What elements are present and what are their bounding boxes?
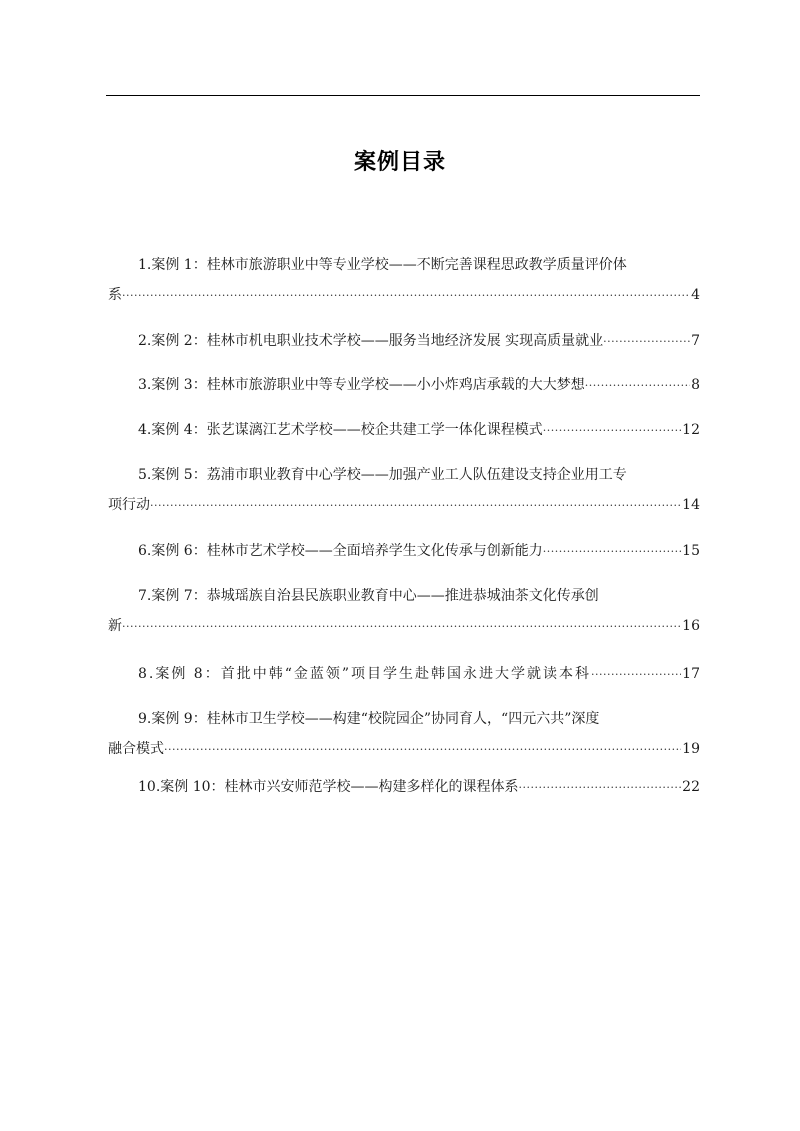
dot-leader <box>543 416 681 446</box>
toc-entry-5[interactable] <box>108 460 700 520</box>
toc-entry-line <box>108 250 700 280</box>
toc-entry-label: 案例 9： <box>151 711 207 727</box>
toc-entry-line <box>108 581 700 611</box>
toc-entry-label: 案例 7： <box>151 588 207 604</box>
toc-page-number: 8 <box>691 377 700 393</box>
toc-entry-label: 案例 4： <box>151 422 207 438</box>
page-title: 案例目录 <box>353 150 446 175</box>
toc-entry-number: 5. <box>138 467 152 483</box>
toc-entry-label: 案例 2： <box>151 333 207 349</box>
dot-leader <box>603 327 690 357</box>
toc-entry-number: 4. <box>138 422 152 438</box>
dot-leader <box>591 660 681 690</box>
toc-entry-title: 桂林市卫生学校——构建“校院园企”协同育人，“四元六共”深度 <box>206 711 600 727</box>
toc-entry-title-continued: 新 <box>108 618 122 634</box>
toc-entry-label: 案例 8： <box>155 666 221 682</box>
toc-entry-4[interactable] <box>108 415 700 445</box>
toc-page-number: 12 <box>682 422 700 438</box>
toc-entry-line <box>108 280 700 310</box>
toc-entry-title-continued: 融合模式 <box>108 741 164 757</box>
toc-page-number: 4 <box>691 287 700 303</box>
toc-entry-title: 张艺谋漓江艺术学校——校企共建工学一体化课程模式 <box>206 422 543 438</box>
toc-entry-number: 3. <box>138 377 152 393</box>
toc-entry-title-continued: 系 <box>108 287 122 303</box>
dot-leader <box>519 773 682 803</box>
toc-entry-1[interactable] <box>108 250 700 310</box>
toc-entry-line <box>108 460 700 490</box>
toc-entry-line <box>108 326 700 356</box>
toc-entry-label: 案例 10： <box>160 779 225 795</box>
toc-page-number: 15 <box>682 543 700 559</box>
dot-leader <box>543 537 681 567</box>
header-rule <box>106 95 700 96</box>
toc-entry-title: 首批中韩“金蓝领”项目学生赴韩国永进大学就读本科 <box>220 666 592 682</box>
toc-entry-8[interactable] <box>108 659 700 689</box>
dot-leader <box>164 735 681 765</box>
toc-entry-line <box>108 734 700 764</box>
toc-entry-label: 案例 6： <box>151 543 207 559</box>
toc-page-number: 16 <box>682 618 700 634</box>
toc-entry-2[interactable] <box>108 326 700 356</box>
toc-entry-number: 7. <box>138 588 152 604</box>
toc-entry-title: 恭城瑶族自治县民族职业教育中心——推进恭城油茶文化传承创 <box>206 588 599 604</box>
toc-entry-title: 桂林市旅游职业中等专业学校——小小炸鸡店承载的大大梦想 <box>206 377 585 393</box>
toc-entry-line <box>108 536 700 566</box>
dot-leader <box>150 491 681 521</box>
toc-entry-line <box>108 772 700 802</box>
toc-page-number: 17 <box>682 666 700 682</box>
toc-page-number: 14 <box>682 497 700 513</box>
toc-entry-title: 桂林市兴安师范学校——构建多样化的课程体系 <box>224 779 519 795</box>
toc-entry-line <box>108 611 700 641</box>
toc-entry-title: 桂林市机电职业技术学校——服务当地经济发展 实现高质量就业 <box>206 333 604 349</box>
toc-page-number: 19 <box>682 741 700 757</box>
toc-entry-label: 案例 3： <box>151 377 207 393</box>
toc-entry-number: 1. <box>138 257 152 273</box>
toc-entry-line <box>108 415 700 445</box>
toc-entry-10[interactable] <box>108 772 700 802</box>
toc-entry-title-continued: 项行动 <box>108 497 150 513</box>
toc-entry-title: 荔浦市职业教育中心学校——加强产业工人队伍建设支持企业用工专 <box>206 467 627 483</box>
toc-entry-label: 案例 1： <box>151 257 207 273</box>
toc-page-number: 22 <box>682 779 700 795</box>
dot-leader <box>122 612 681 642</box>
toc-entry-line <box>108 659 700 689</box>
toc-entry-6[interactable] <box>108 536 700 566</box>
toc-entry-line <box>108 370 700 400</box>
toc-entry-3[interactable] <box>108 370 700 400</box>
toc-entry-title: 桂林市艺术学校——全面培养学生文化传承与创新能力 <box>206 543 543 559</box>
toc-entry-number: 2. <box>138 333 152 349</box>
toc-entry-title: 桂林市旅游职业中等专业学校——不断完善课程思政教学质量评价体 <box>206 257 627 273</box>
toc-entry-number: 6. <box>138 543 152 559</box>
toc-entry-number: 9. <box>138 711 152 727</box>
toc-page-number: 7 <box>691 333 700 349</box>
toc-entry-9[interactable] <box>108 704 700 764</box>
toc-entry-number: 8. <box>138 666 156 682</box>
toc-entry-label: 案例 5： <box>151 467 207 483</box>
toc-entry-number: 10. <box>138 779 161 795</box>
dot-leader <box>585 371 690 401</box>
toc-entry-line <box>108 704 700 734</box>
dot-leader <box>122 281 690 311</box>
toc-entry-line <box>108 490 700 520</box>
toc-entry-7[interactable] <box>108 581 700 641</box>
